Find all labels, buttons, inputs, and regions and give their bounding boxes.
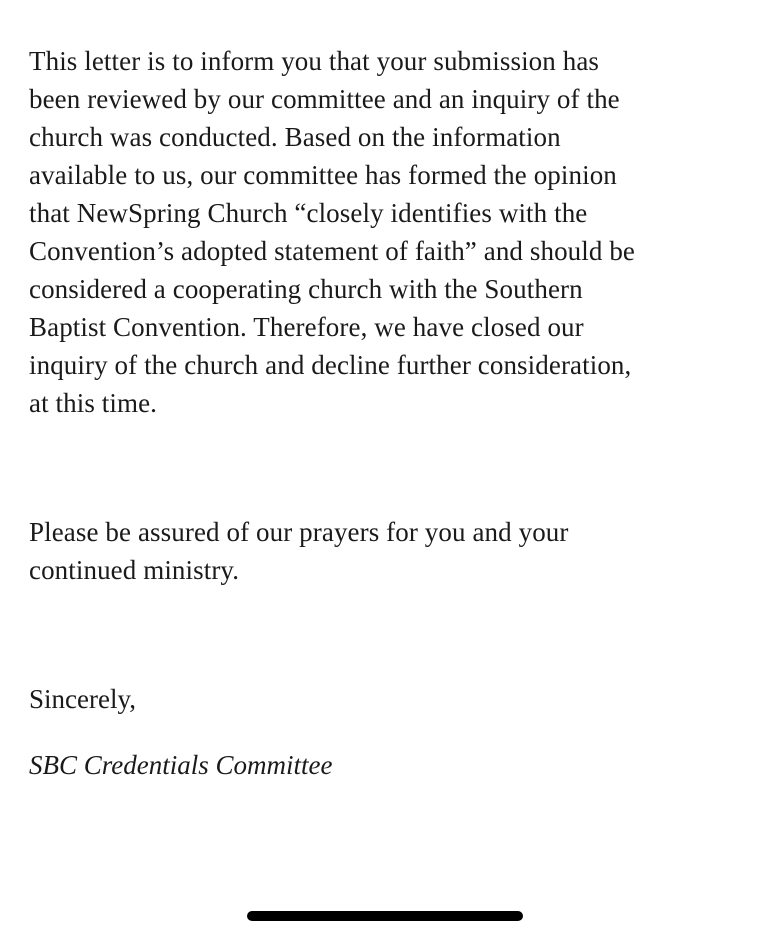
letter	[29, 42, 749, 784]
home-indicator[interactable]	[247, 911, 523, 921]
letter-signature: SBC Credentials Committee	[29, 750, 333, 780]
letter-sign-off: Sincerely,	[29, 684, 136, 714]
letter-body-paragraph: This letter is to inform you that your submission has been reviewed by our committee and an inquiry of the church was conducted. Based on the information available to us, our committee has formed the opinion that NewSpring Church “closely identifies with the Convention’s adopted statement of faith” and should be considered a cooperating church with the Southern Baptist Convention. Therefore, we have closed our inquiry of the church and decline further consideration, at this time.	[29, 46, 636, 418]
letter-closing-paragraph: Please be assured of our prayers for you and your continued ministry.	[29, 517, 569, 585]
